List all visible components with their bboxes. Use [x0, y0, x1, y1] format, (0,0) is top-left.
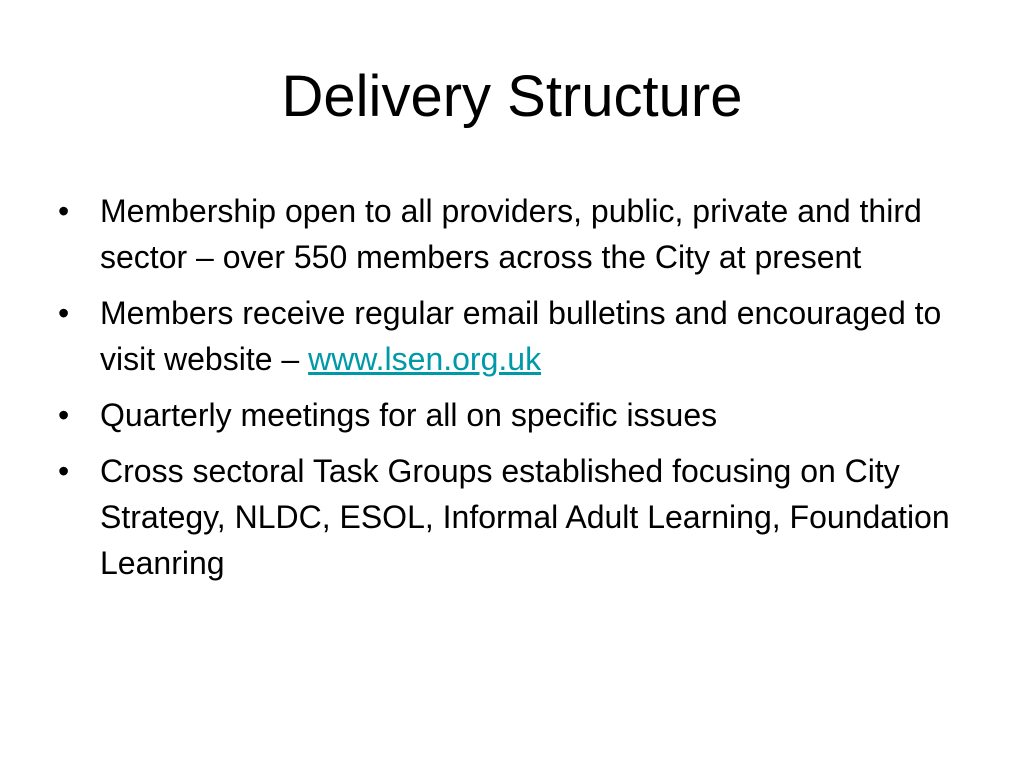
slide-title: Delivery Structure — [281, 64, 743, 129]
bullet-dot-icon: • — [58, 397, 70, 433]
bullet-dot-icon: • — [58, 453, 70, 489]
bullet-dot-icon: • — [58, 193, 70, 229]
bullet-item-bulletins — [58, 290, 978, 382]
bullet-text: Membership open to all providers, public, private and third sector – over 550 members across the City at present — [100, 193, 922, 275]
website-link[interactable]: www.lsen.org.uk — [308, 341, 542, 377]
bullet-text: Members receive regular email bulletins and encouraged to visit website – — [100, 295, 942, 377]
bullet-list — [58, 188, 978, 596]
bullet-text: Cross sectoral Task Groups established focusing on City Strategy, NLDC, ESOL, Informal Adult Learning, Foundation Leanring — [100, 453, 950, 581]
bullet-item-meetings — [58, 392, 978, 438]
bullet-text: Quarterly meetings for all on specific issues — [100, 397, 718, 433]
bullet-dot-icon: • — [58, 295, 70, 331]
bullet-item-membership — [58, 188, 978, 280]
bullet-item-task-groups — [58, 448, 978, 586]
